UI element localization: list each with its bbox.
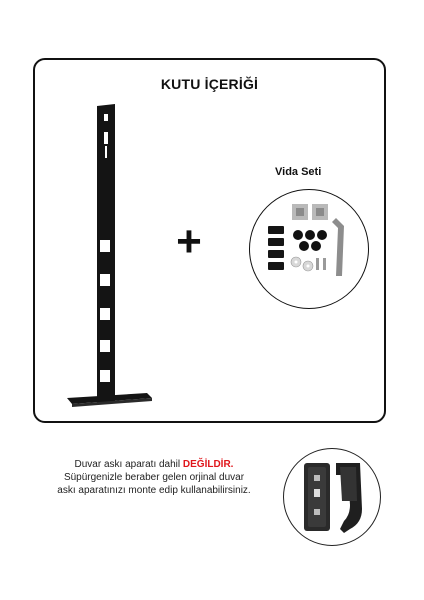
wall-mount-note bbox=[34, 458, 274, 497]
plus-sign: + bbox=[176, 217, 202, 266]
screw-set-image bbox=[249, 189, 369, 309]
not-included-emphasis: DEĞİLDİR. bbox=[182, 459, 234, 470]
note-line-1: Duvar askı aparatı dahil DEĞİLDİR. bbox=[74, 459, 234, 470]
stand-product-image bbox=[57, 98, 177, 418]
note-line-2: Süpürgenizle beraber gelen orjinal duvar bbox=[63, 472, 245, 483]
note-line-3: askı aparatınızı monte edip kullanabilirsiniz. bbox=[57, 485, 251, 496]
box-contents-panel bbox=[33, 58, 386, 423]
wall-bracket-image bbox=[283, 448, 381, 546]
panel-title: KUTU İÇERİĞİ bbox=[160, 76, 259, 92]
screw-set-title: Vida Seti bbox=[275, 166, 322, 178]
